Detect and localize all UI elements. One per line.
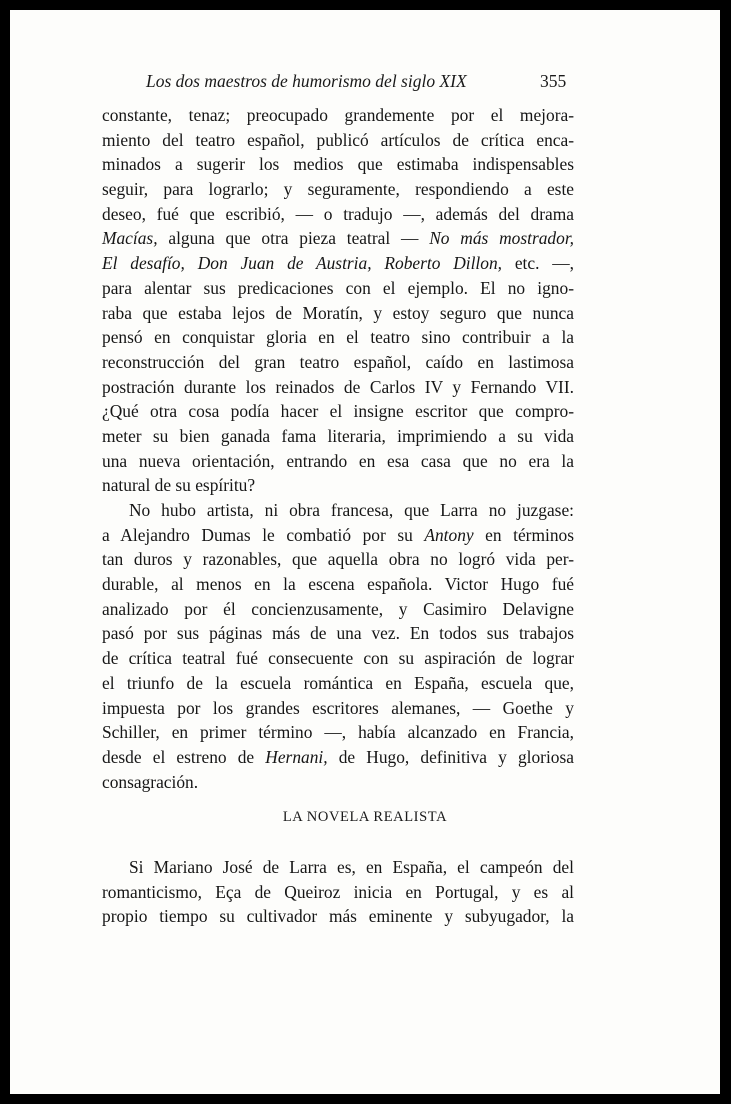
section-text-block (102, 855, 574, 929)
text-line: No hubo artista, ni obra francesa, que Larra no juzgase: (129, 500, 574, 520)
text-line: miento del teatro español, publicó artículos de crítica enca- (102, 129, 574, 150)
text-line: analizado por él concienzusamente, y Casimiro Delavigne (102, 598, 574, 619)
text-line: raba que estaba lejos de Moratín, y estoy seguro que nunca (102, 302, 574, 323)
main-text-block (102, 103, 574, 794)
text-line: natural de su espíritu? (102, 475, 256, 496)
text-line: para alentar sus predicaciones con el ejemplo. El no igno- (102, 277, 574, 298)
italic-title: El desafío, (102, 253, 185, 274)
text-line: durable, al menos en la escena española. Victor Hugo fué (102, 574, 574, 595)
text-line: impuesta por los grandes escritores alemanes, — Goethe y (102, 697, 574, 718)
text-line-with-italics (102, 251, 574, 276)
text-line-with-italics (102, 523, 574, 548)
italic-title: Roberto Dillon, (384, 253, 503, 274)
text-segment: en términos (473, 524, 574, 545)
text-line-with-italics (102, 226, 574, 251)
text-line: postración durante los reinados de Carlos IV y Fernando VII. (102, 376, 574, 397)
text-line: meter su bien ganada fama literaria, imprimiendo a su vida (102, 425, 574, 446)
text-line: ¿Qué otra cosa podía hacer el insigne escritor que compro- (102, 401, 574, 422)
text-line: una nueva orientación, entrando en esa casa que no era la (102, 450, 574, 471)
text-line: de crítica teatral fué consecuente con su aspiración de lograr (102, 648, 574, 669)
italic-title: Hernani, (265, 746, 328, 767)
italic-title: Macías, (102, 228, 158, 249)
text-line: Si Mariano José de Larra es, en España, el campeón del (129, 857, 574, 877)
text-line: Schiller, en primer término —, había alcanzado en Francia, (102, 722, 574, 743)
text-segment (372, 253, 385, 273)
text-segment: etc. —, (502, 253, 574, 274)
text-line: deseo, fué que escribió, — o tradujo —, además del drama (102, 203, 574, 224)
italic-title: Antony (424, 524, 474, 545)
text-segment: a Alejandro Dumas le combatió por su (102, 524, 425, 545)
text-line: minados a sugerir los medios que estimaba indispensables (102, 154, 574, 175)
text-segment: de Hugo, definitiva y gloriosa (327, 746, 574, 767)
italic-title: Don Juan de Austria, (197, 253, 372, 274)
page-number: 355 (540, 71, 567, 91)
text-line: pasó por sus páginas más de una vez. En todos sus trabajos (102, 623, 574, 644)
text-line: constante, tenaz; preocupado grandemente por el mejora- (102, 105, 574, 125)
text-line: propio tiempo su cultivador más eminente y subyugador, la (102, 906, 574, 927)
text-line: romanticismo, Eça de Queiroz inicia en Portugal, y es al (102, 881, 574, 902)
page-header (10, 71, 720, 97)
running-title: Los dos maestros de humorismo del siglo XIX (146, 71, 467, 91)
text-line: consagración. (102, 771, 199, 792)
text-line: seguir, para lograrlo; y seguramente, respondiendo a este (102, 179, 574, 200)
italic-title: No más mostrador, (429, 228, 575, 249)
text-line: tan duros y razonables, que aquella obra no logró vida per- (102, 549, 574, 570)
book-page (10, 10, 720, 1094)
text-segment (185, 253, 198, 273)
text-line: pensó en conquistar gloria en el teatro sino contribuir a la (102, 327, 574, 348)
text-line: el triunfo de la escuela romántica en España, escuela que, (102, 672, 574, 693)
text-segment: alguna que otra pieza teatral — (157, 228, 430, 249)
text-segment: desde el estreno de (102, 746, 266, 767)
text-line: reconstrucción del gran teatro español, caído en lastimosa (102, 351, 574, 372)
text-line-with-italics (102, 745, 574, 770)
section-heading: LA NOVELA REALISTA (282, 809, 448, 825)
